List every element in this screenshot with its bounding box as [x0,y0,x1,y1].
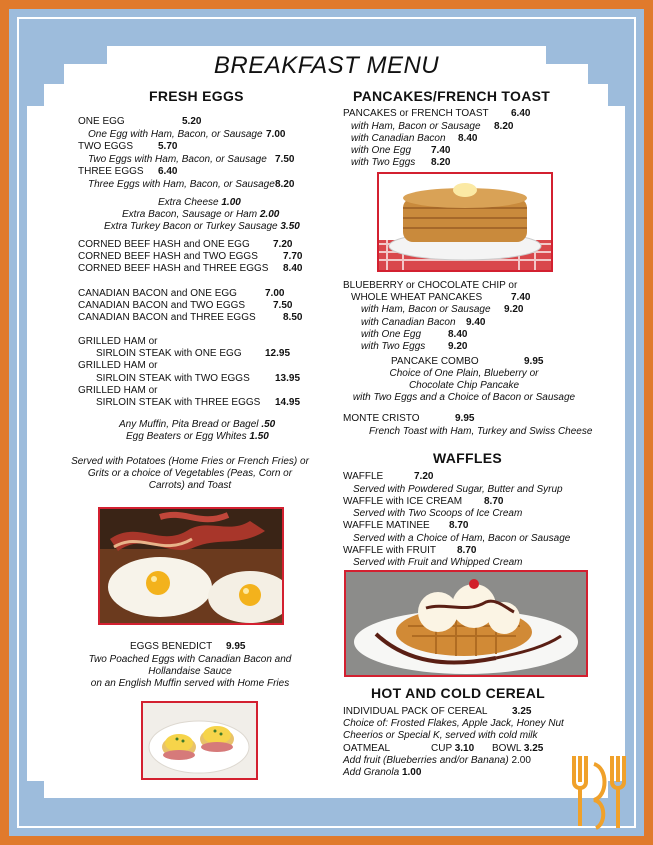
menu-item-desc: Chocolate Chip Pancake [408,380,520,391]
price: 5.70 [158,141,178,152]
menu-title: BREAKFAST MENU [213,52,440,79]
menu-item-desc: Add Granola 1.00 [343,767,422,778]
menu-item: TWO EGGS [78,141,133,152]
menu-item: CUP 3.10 [431,743,475,754]
menu-item: WAFFLE with FRUIT [343,545,436,556]
menu-item-desc: Served with a Choice of Ham, Bacon or Sausage [353,533,571,544]
price: 9.95 [455,413,475,424]
menu-item-desc: Served with Two Scoops of Ice Cream [353,508,523,519]
menu-item-desc: with One Egg [361,329,422,340]
price: 9.95 [524,356,544,367]
price: 7.40 [431,145,451,156]
menu-item: MONTE CRISTO [343,413,420,424]
extra-item: Egg Beaters or Egg Whites 1.50 [126,431,269,442]
price: 5.20 [182,116,202,127]
menu-item: CORNED BEEF HASH and THREE EGGS [78,263,269,274]
menu-item: CORNED BEEF HASH and ONE EGG [78,239,250,250]
price: 8.70 [484,496,504,507]
price: 8.70 [457,545,477,556]
menu-item: EGGS BENEDICT [130,641,213,652]
menu-item: THREE EGGS [78,166,144,177]
menu-item: CANADIAN BACON and TWO EGGS [78,300,246,311]
menu-item-desc: with Ham, Bacon or Sausage [361,304,491,315]
price: 7.50 [275,154,295,165]
waffle-sundae-photo [344,570,588,677]
menu-item-desc: One Egg with Ham, Bacon, or Sausage [88,129,263,140]
menu-item-desc: Served with Powdered Sugar, Butter and Syrup [353,484,563,495]
price: 12.95 [265,348,291,359]
price: 7.20 [273,239,293,250]
served-note: Grits or a choice of Vegetables (Peas, Corn or [87,468,293,479]
menu-item: WAFFLE with ICE CREAM [343,496,463,507]
eggs-benedict-photo [141,701,258,780]
menu-item: SIRLOIN STEAK with ONE EGG [96,348,242,359]
menu-item-desc: with Two Eggs [361,341,426,352]
price: 9.40 [466,317,486,328]
menu-item: SIRLOIN STEAK with THREE EGGS [96,397,261,408]
menu-item: BLUEBERRY or CHOCOLATE CHIP or [343,280,518,291]
menu-item-desc: with Two Eggs [351,157,416,168]
pancake-stack-photo [377,172,553,272]
price: 7.20 [414,471,434,482]
price: 8.40 [458,133,478,144]
fresh-eggs-heading: FRESH EGGS [149,88,244,104]
menu-item-desc: on an English Muffin served with Home Fries [90,678,290,689]
menu-item: GRILLED HAM or [78,336,158,347]
menu-item-desc: with Ham, Bacon or Sausage [351,121,481,132]
price: 9.95 [226,641,246,652]
menu-item: INDIVIDUAL PACK OF CEREAL [343,706,488,717]
menu-item-desc: Choice of One Plain, Blueberry or [389,368,539,379]
menu-item-desc: Choice of: Frosted Flakes, Apple Jack, Honey Nut [343,718,564,729]
price: 7.70 [283,251,303,262]
price: 6.40 [511,108,531,119]
menu-item: WHOLE WHEAT PANCAKES [351,292,483,303]
menu-item-desc: Three Eggs with Ham, Bacon, or Sausage [88,179,275,190]
menu-item: CANADIAN BACON and ONE EGG [78,288,237,299]
price: 8.20 [494,121,514,132]
menu-item-desc: Add fruit (Blueberries and/or Banana) 2.00 [343,755,531,766]
extra-item: Extra Bacon, Sausage or Ham 2.00 [122,209,280,220]
menu-item-desc: with Canadian Bacon [361,317,456,328]
menu-item: OATMEAL [343,743,391,754]
menu-item: ONE EGG [78,116,125,127]
price: 14.95 [275,397,301,408]
price: 7.40 [511,292,531,303]
menu-item-desc: Two Eggs with Ham, Bacon, or Sausage [88,154,267,165]
menu-item: CORNED BEEF HASH and TWO EGGS [78,251,258,262]
price: 13.95 [275,373,301,384]
price: 8.40 [448,329,468,340]
price: 8.20 [275,179,295,190]
menu-item-desc: with One Egg [351,145,412,156]
price: 8.40 [283,263,303,274]
menu-item-desc: with Canadian Bacon [351,133,446,144]
price: 7.50 [273,300,293,311]
menu-item: PANCAKE COMBO [391,356,479,367]
extra-item: Extra Cheese 1.00 [158,197,241,208]
served-note: Carrots) and Toast [148,480,232,491]
price: 7.00 [266,129,286,140]
cutlery-icon [566,752,636,837]
eggs-bacon-photo [98,507,284,625]
price: 7.00 [265,288,285,299]
price: 8.20 [431,157,451,168]
pancakes-heading: PANCAKES/FRENCH TOAST [353,88,551,104]
menu-item-desc: Hollandaise Sauce [148,666,232,677]
served-note: Served with Potatoes (Home Fries or French Fries) or [71,456,309,467]
price: 9.20 [448,341,468,352]
extra-item: Extra Turkey Bacon or Turkey Sausage 3.50 [104,221,300,232]
menu-item: GRILLED HAM or [78,385,158,396]
cereal-heading: HOT AND COLD CEREAL [371,685,545,701]
menu-item-desc: French Toast with Ham, Turkey and Swiss Cheese [369,426,593,437]
price: 8.50 [283,312,303,323]
price: 8.70 [449,520,469,531]
price: 6.40 [158,166,178,177]
menu-item-desc: with Two Eggs and a Choice of Bacon or Sausage [352,392,576,403]
price: 3.25 [512,706,532,717]
menu-item-desc: Served with Fruit and Whipped Cream [353,557,523,568]
menu-item: BOWL 3.25 [492,743,544,754]
price: 9.20 [504,304,524,315]
menu-item: GRILLED HAM or [78,360,158,371]
menu-item: SIRLOIN STEAK with TWO EGGS [96,373,250,384]
menu-item-desc: Two Poached Eggs with Canadian Bacon and [88,654,292,665]
paper-step [44,778,608,798]
waffles-heading: WAFFLES [433,450,502,466]
extra-item: Any Muffin, Pita Bread or Bagel .50 [119,419,276,430]
menu-item: CANADIAN BACON and THREE EGGS [78,312,256,323]
menu-item: PANCAKES or FRENCH TOAST [343,108,489,119]
menu-item: WAFFLE MATINEE [343,520,430,531]
menu-item: WAFFLE [343,471,384,482]
menu-item-desc: Cheerios or Special K, served with cold milk [343,730,538,741]
